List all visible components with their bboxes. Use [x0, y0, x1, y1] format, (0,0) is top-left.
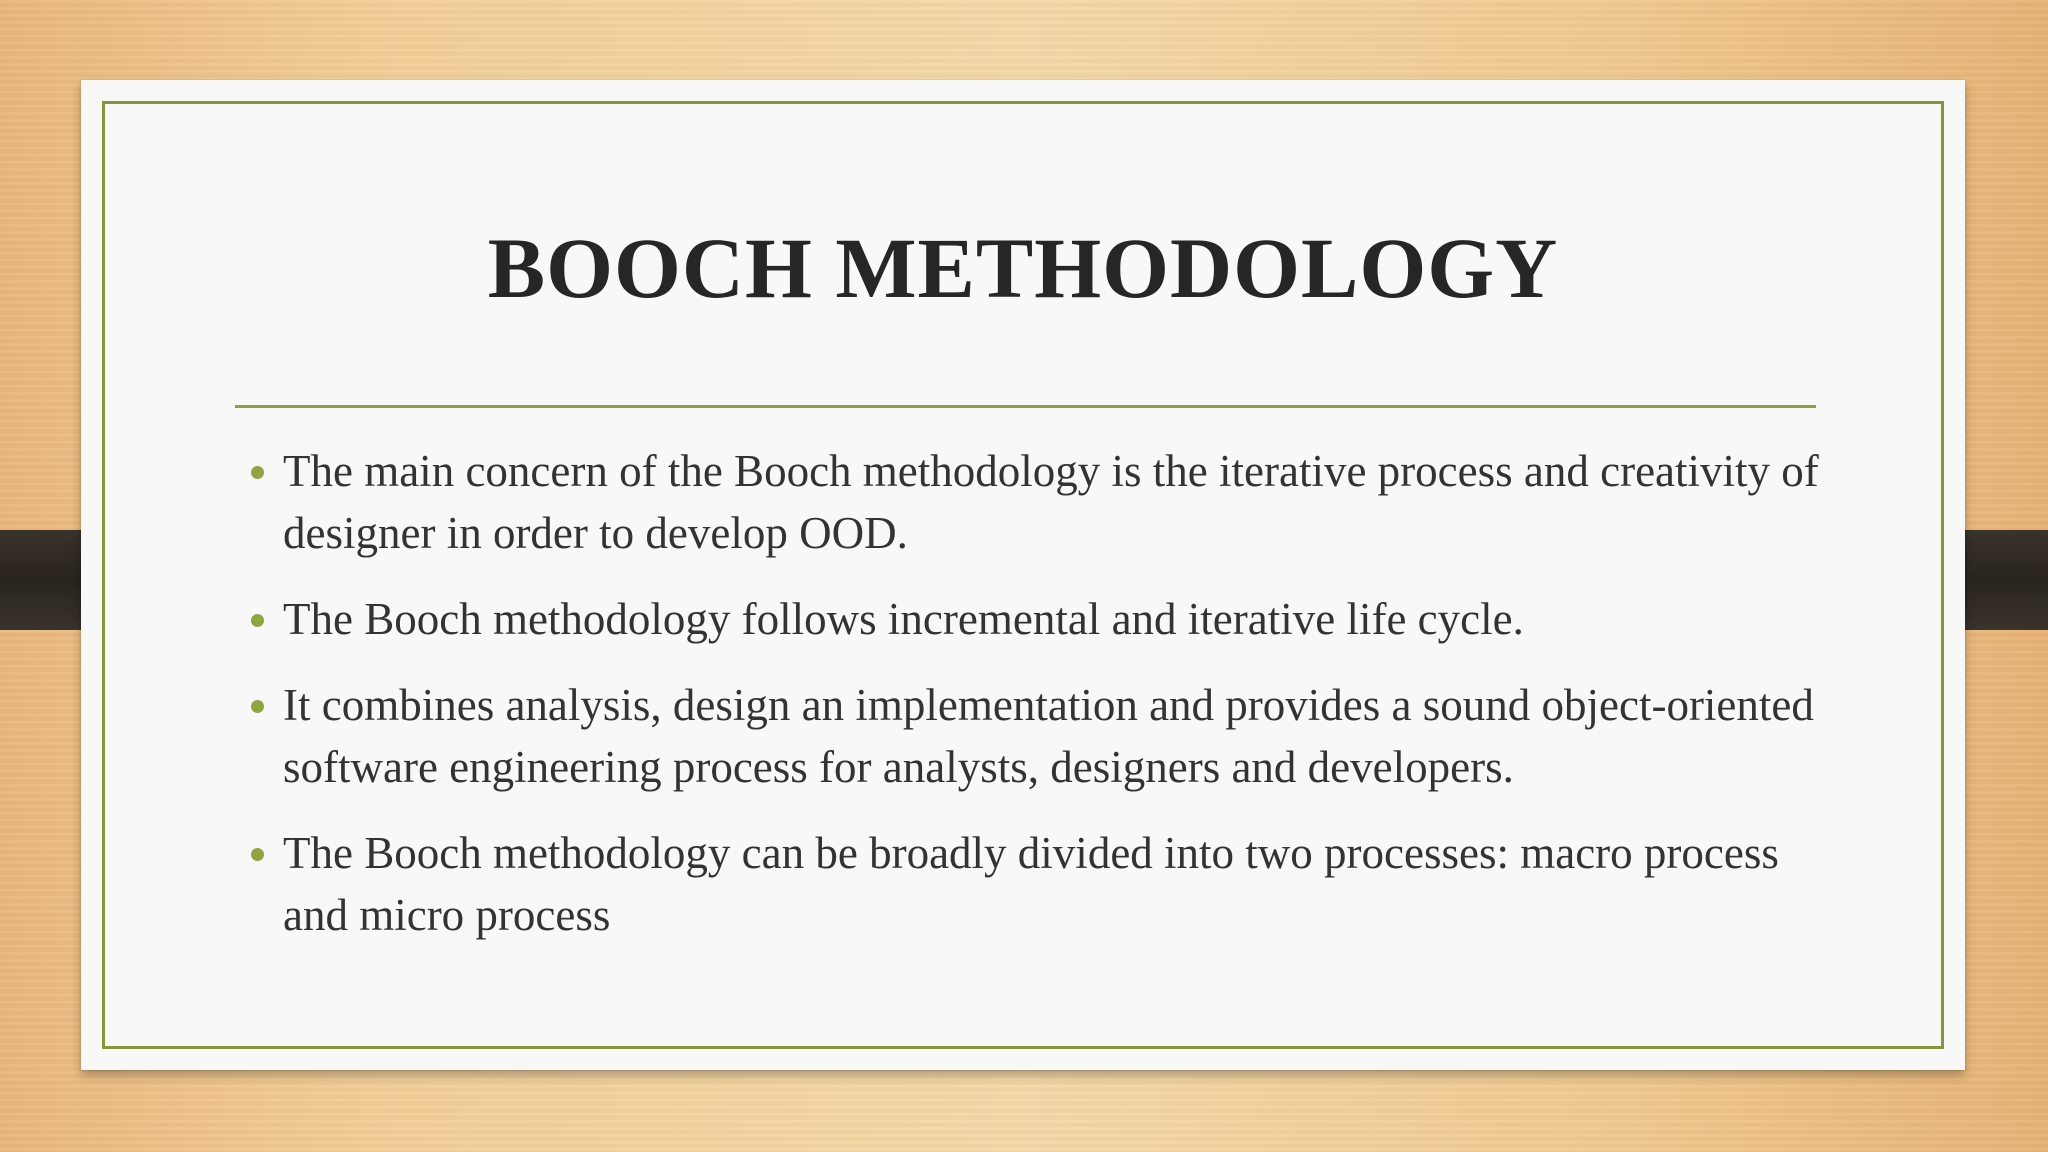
bullet-list	[231, 440, 1851, 970]
bullet-dot-icon	[251, 700, 264, 713]
slide	[81, 80, 1965, 1070]
bullet-text: The main concern of the Booch methodology is the iterative process and creativity of designer in order to develop OOD.	[283, 446, 1819, 558]
bullet-dot-icon	[251, 466, 264, 479]
bullet-item	[231, 822, 1851, 946]
bullet-text: The Booch methodology can be broadly divided into two processes: macro process and micro process	[283, 828, 1779, 940]
slide-title: BOOCH METHODOLOGY	[487, 220, 1559, 316]
bullet-dot-icon	[251, 848, 264, 861]
bullet-item	[231, 674, 1851, 798]
bullet-text: The Booch methodology follows incremental and iterative life cycle.	[283, 594, 1524, 644]
bullet-dot-icon	[251, 614, 264, 627]
bullet-item	[231, 440, 1851, 564]
title-divider	[235, 405, 1816, 408]
bullet-text: It combines analysis, design an implementation and provides a sound object-oriented software engineering process for analysts, designers and developers.	[283, 680, 1814, 792]
bullet-item	[231, 588, 1851, 650]
